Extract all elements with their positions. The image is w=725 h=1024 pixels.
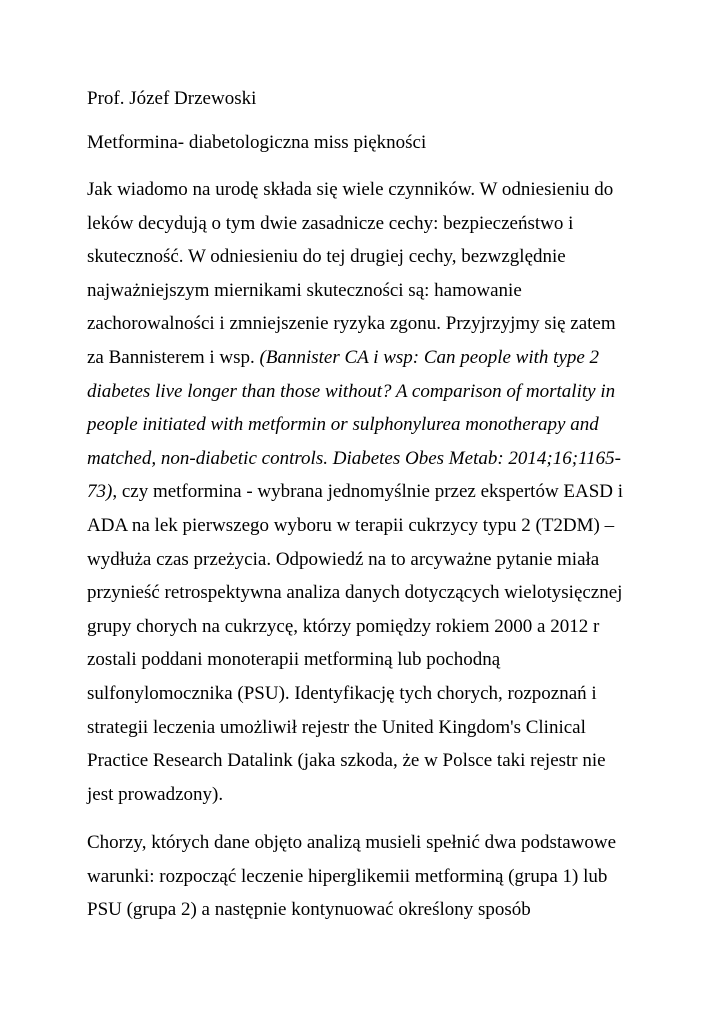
author-line: Prof. Józef Drzewoski	[87, 88, 257, 109]
paragraph-line: sulfonylomocznika (PSU). Identyfikację tych chorych, rozpoznań i	[87, 682, 597, 704]
paragraph-line: Practice Research Datalink (jaka szkoda, że w Polsce taki rejestr nie	[87, 750, 606, 772]
line-text: za Bannisterem i wsp.	[87, 346, 260, 368]
citation-text: 73)	[87, 481, 113, 503]
paragraph-line: ADA na lek pierwszego wyboru w terapii cukrzycy typu 2 (T2DM) –	[87, 514, 615, 536]
paragraph-line: warunki: rozpocząć leczenie hiperglikemii metforminą (grupa 1) lub	[87, 865, 608, 887]
paragraph-line: PSU (grupa 2) a następnie kontynuować określony sposób	[87, 899, 531, 921]
paragraph-line: najważniejszym miernikami skuteczności są: hamowanie	[87, 279, 522, 301]
paragraph-line: grupy chorych na cukrzycę, którzy pomiędzy rokiem 2000 a 2012 r	[87, 615, 600, 637]
paragraph-2	[87, 826, 647, 927]
paragraph-line: zostali poddani monoterapii metforminą lub pochodną	[87, 649, 501, 671]
paragraph-line: jest prowadzony).	[87, 783, 224, 805]
citation-line: matched, non-diabetic controls. Diabetes Obes Metab: 2014;16;1165-	[87, 447, 621, 469]
paragraph-line: wydłuża czas przeżycia. Odpowiedź na to arcyważne pytanie miała	[87, 548, 600, 570]
paragraph-line: leków decydują o tym dwie zasadnicze cechy: bezpieczeństwo i	[87, 212, 574, 234]
paragraph-line	[87, 341, 647, 375]
line-text: , czy metformina - wybrana jednomyślnie przez ekspertów EASD i	[112, 481, 624, 503]
paragraph-line: zachorowalności i zmniejszenie ryzyka zgonu. Przyjrzyjmy się zatem	[87, 313, 616, 335]
paragraph-line: strategii leczenia umożliwił rejestr the United Kingdom's Clinical	[87, 716, 586, 738]
citation-line: diabetes live longer than those without? A comparison of mortality in	[87, 380, 616, 402]
citation-text: (Bannister CA i wsp: Can people with type 2	[259, 346, 600, 368]
paragraph-1	[87, 173, 647, 811]
paragraph-line: Chorzy, których dane objęto analizą musieli spełnić dwa podstawowe	[87, 832, 617, 853]
document-title: Metformina- diabetologiczna miss piękności	[87, 132, 427, 153]
paragraph-line: Jak wiadomo na urodę składa się wiele czynników. W odniesieniu do	[87, 179, 614, 200]
paragraph-line: przynieść retrospektywna analiza danych dotyczących wielotysięcznej	[87, 582, 623, 604]
citation-line: people initiated with metformin or sulphonylurea monotherapy and	[87, 414, 599, 436]
paragraph-line	[87, 475, 647, 509]
paragraph-line: skuteczność. W odniesieniu do tej drugiej cechy, bezwzględnie	[87, 246, 566, 268]
